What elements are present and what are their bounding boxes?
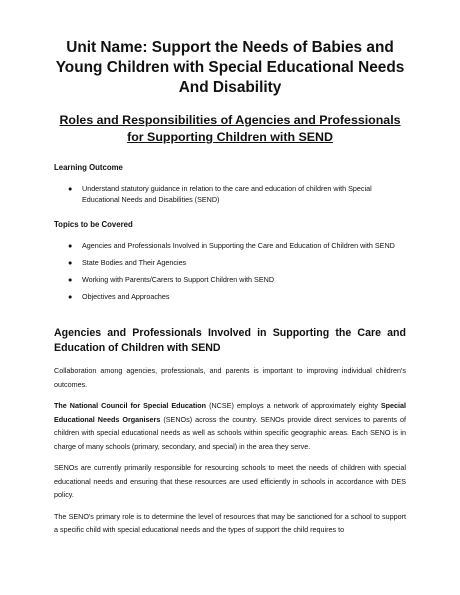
paragraph-ncse — [54, 399, 406, 453]
bullet-icon: ● — [68, 184, 73, 193]
list-item-text: Understand statutory guidance in relation to the care and education of children with Special Educational Needs and Disabilities (SEND) — [82, 184, 372, 204]
list-item — [68, 291, 406, 302]
list-item-text: Objectives and Approaches — [82, 292, 170, 301]
bullet-icon: ● — [68, 275, 73, 284]
learning-outcome-heading: Learning Outcome — [54, 163, 123, 172]
topics-list — [54, 240, 406, 302]
paragraph-text: (SENOs) across the country. SENOs provide direct services to parents of children with special educational needs as well as schools within specific geographic areas. Each SENO is in charge of many schools (primary, secondary, and special) in the area they serve. — [54, 414, 406, 451]
list-item — [68, 257, 406, 268]
topics-heading: Topics to be Covered — [54, 220, 133, 229]
list-item-text: Agencies and Professionals Involved in Supporting the Care and Education of Children with SEND — [82, 241, 395, 250]
bullet-icon: ● — [68, 292, 73, 301]
section-heading: Agencies and Professionals Involved in Supporting the Care and Education of Children with SEND — [54, 327, 406, 354]
learning-outcome-list — [54, 183, 406, 205]
unit-title: Unit Name: Support the Needs of Babies and Young Children with Special Educational Needs And Disability — [55, 39, 405, 96]
list-item-text: Working with Parents/Carers to Support Children with SEND — [82, 275, 275, 284]
list-item — [68, 240, 406, 251]
seno-name: Special Educational Needs Organisers — [54, 401, 406, 424]
list-item-text: State Bodies and Their Agencies — [82, 258, 187, 267]
bullet-icon: ● — [68, 241, 73, 250]
list-item — [68, 274, 406, 285]
list-item — [68, 183, 406, 205]
paragraph-collaboration: Collaboration among agencies, professionals, and parents is important to improving individual children's outcomes. — [54, 366, 406, 389]
document-subtitle: Roles and Responsibilities of Agencies and Professionals for Supporting Children with SEND — [59, 113, 401, 144]
ncse-name: The National Council for Special Education — [54, 401, 207, 410]
paragraph-text: (NCSE) employs a network of approximately eighty — [206, 401, 381, 410]
paragraph-seno-role: The SENO's primary role is to determine the level of resources that may be sanctioned for a school to support a specific child with special educational needs and the types of support the child requires to — [54, 511, 406, 534]
bullet-icon: ● — [68, 258, 73, 267]
paragraph-seno-responsibility: SENOs are currently primarily responsible for resourcing schools to meet the needs of children with special educational needs and ensuring that these resources are used efficiently in schools in accordance with DES policy. — [54, 463, 406, 499]
